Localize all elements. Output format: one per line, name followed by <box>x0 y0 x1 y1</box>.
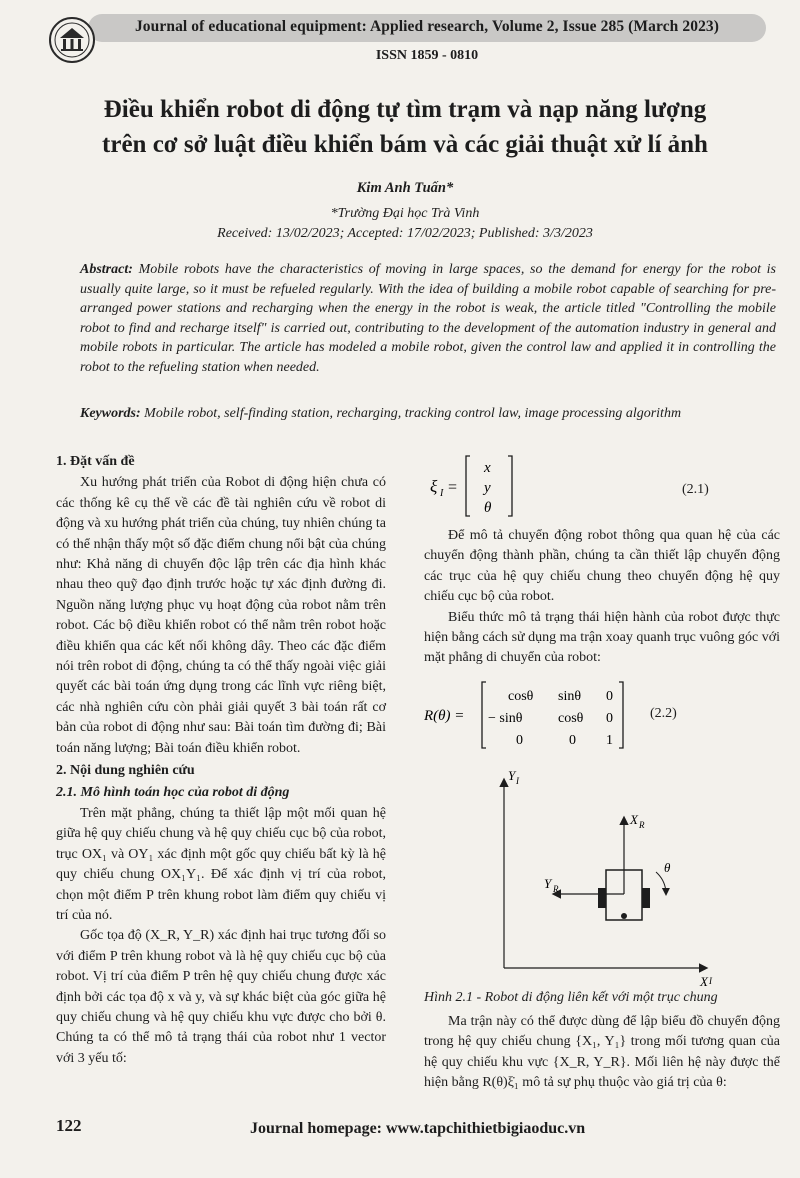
label-y-global-sub: I <box>516 776 519 786</box>
article-title-line1: Điều khiển robot di động tự tìm trạm và nạp năng lượng <box>103 96 707 123</box>
eq2-number: (2.2) <box>650 706 677 721</box>
eq1-vec-1: y <box>484 480 491 496</box>
keywords <box>80 404 776 424</box>
abstract <box>80 260 776 378</box>
eq2-m02: 0 <box>606 689 613 704</box>
journal-homepage: Journal homepage: www.tapchithietbigiaoduc.vn <box>250 1120 586 1137</box>
eq2-m11: cosθ <box>558 711 584 726</box>
equation-2-2 <box>424 676 654 754</box>
eq2-m01: sinθ <box>558 689 582 704</box>
page-number: 122 <box>56 1116 82 1135</box>
svg-text:=: = <box>448 479 458 496</box>
label-x-robot: X <box>630 812 638 827</box>
paragraph-model-2: Gốc tọa độ (X_R, Y_R) xác định hai trục tương đối so với điểm P trên khung robot và là hệ quy chiếu cục bộ của robot. Vị trí của điểm P trên hệ quy chiếu chung được xác định bởi các tọa độ x và y, và sự khác biệt của góc giữa hệ quy chiếu chung và hệ quy chiếu khu vực được cho bởi θ. Chúng ta có thể mô tả trạng thái của robot như 1 vector với 3 yếu tố: <box>56 928 386 1066</box>
eq2-m12: 0 <box>606 711 613 726</box>
eq1-lhs: ξ <box>430 477 438 496</box>
paragraph-right-3: Ma trận này có thể được dùng để lập biểu đồ chuyển động trong hệ quy chiếu chung {X₁, Y₁} trong mối tương quan của hệ quy chiếu khu vực {X_R, Y_R}. Mối liên hệ này được thể hiện bằng R(θ)ξ̇₁ mô tả sự phụ thuộc vào giá trị của θ: <box>424 1014 780 1091</box>
section-heading-intro: 1. Đặt vấn đề <box>56 454 135 469</box>
eq2-m00: cosθ <box>508 689 534 704</box>
paragraph-intro: Xu hướng phát triển của Robot di động hiện chưa có các thống kê cụ thể về các đề tài nghiên cứu về robot di động và xu hướng phát triển của chúng, tuy nhiên chúng ta có thể nhận thấy một số đặc điểm chung nổi bật của chúng như: Khả năng di chuyển độc lập trên các địa hình khác nhau theo quỹ đạo định trước hoặc tự xác định đường đi. Nguồn năng lượng phục vụ hoạt động của robot nằm trên robot. Các bộ điều khiển robot có thể nằm trên robot hoặc điều khiển qua các kết nối không dây. Theo các đặc điểm nói trên robot di động, chúng ta có thể thấy ngoài việc giải quyết các bài toán ứng dụng trong các lĩnh vực riêng biệt, các nhà nghiên cứu còn phải giải quyết 3 bài toán rất cơ bản của robot di động như sau: Bài toán tìm đường đi; Bài toán năng lượng; Bài toán điều khiển robot. <box>56 475 386 756</box>
label-x-robot-sub: R <box>639 820 645 830</box>
eq1-number: (2.1) <box>682 482 709 497</box>
label-y-global: Y <box>508 768 516 783</box>
journal-title: Journal of educational equipment: Applied research, Volume 2, Issue 285 (March 2023) <box>134 18 720 35</box>
paragraph-right-2: Biểu thức mô tả trạng thái hiện hành của robot được thực hiện bằng cách sử dụng ma trận xoay quanh trục vuông góc với mặt phẳng di chuyển của robot: <box>424 609 780 666</box>
abstract-text: Mobile robots have the characteristics of moving in large spaces, so the demand for energy for the robot is usually quite large, so it must be refueled regularly. With the idea of building a mobile robot capable of searching for pre-arranged power stations and recharging when the energy in the robot is weak, the article titled "Controlling the mobile robot to find and recharge itself" is carried out, contributing to the development of the automation industry in general and mobile robots in particular. The article has modeled a mobile robot, given the control law and applied it in controlling the robot to the refueling station when needed. <box>80 262 776 375</box>
article-title <box>40 92 770 162</box>
robot-wheel-left <box>598 888 606 908</box>
eq2-m21: 0 <box>569 733 576 748</box>
eq2-lhs: R(θ) = <box>424 708 465 724</box>
robot-wheel-right <box>642 888 650 908</box>
section-heading-content: 2. Nội dung nghiên cứu <box>56 763 195 779</box>
figure-caption: Hình 2.1 - Robot di động liên kết với một trục chung <box>424 990 718 1005</box>
angle-arc <box>656 872 666 894</box>
right-column-text-1 <box>424 526 780 669</box>
eq2-m20: 0 <box>516 733 523 748</box>
affiliation: *Trường Đại học Trà Vinh <box>330 206 480 221</box>
eq2-m22: 1 <box>606 733 613 748</box>
eq1-lhs-sub: I <box>440 488 444 499</box>
abstract-label: Abstract: <box>80 262 133 277</box>
subsection-heading-model: 2.1. Mô hình toán học của robot di động <box>56 784 290 800</box>
label-y-robot: Y <box>544 876 552 891</box>
label-x-global-sub: I <box>709 976 712 986</box>
robot-caster <box>621 913 627 919</box>
label-x-global: X <box>700 974 708 986</box>
paragraph-model-1: Trên mặt phẳng, chúng ta thiết lập một mối quan hệ giữa hệ quy chiếu chung và hệ quy chiếu cục bộ của robot, trục OX₁ và OY₁ xác định một gốc quy chiếu bất kỳ là hệ quy chiếu chung OX₁Y₁. Để xác định vị trí của robot, chọn một điểm P trên khung robot làm điểm quy chiếu vị trí của nó. <box>56 805 386 923</box>
article-title-line2: trên cơ sở luật điều khiển bám và các giải thuật xử lí ảnh <box>102 131 708 158</box>
author: Kim Anh Tuấn* <box>356 180 454 196</box>
figure-2-1-robot-diagram <box>474 760 730 986</box>
eq1-vec-0: x <box>484 460 491 476</box>
left-column <box>56 450 386 1069</box>
issn: ISSN 1859 - 0810 <box>375 48 479 63</box>
eq2-m10: − sinθ <box>488 711 523 726</box>
equation-2-1 <box>424 450 564 522</box>
paragraph-right-1: Để mô tả chuyển động robot thông qua quan hệ của các chuyển động thành phần, chúng ta cần thiết lập chuyển động các trục của hệ quy chiếu chung theo chuyển động hệ quy chiếu cục bộ của robot. <box>424 528 780 605</box>
keywords-label: Keywords: <box>80 406 141 421</box>
eq1-vec-2: θ <box>484 500 492 516</box>
label-y-robot-sub: R <box>553 884 559 894</box>
publication-dates: Received: 13/02/2023; Accepted: 17/02/2023; Published: 3/3/2023 <box>217 226 593 241</box>
keywords-text: Mobile robot, self-finding station, recharging, tracking control law, image processing algorithm <box>144 406 682 421</box>
label-theta: θ <box>664 860 671 875</box>
right-column-text-2 <box>424 1012 780 1094</box>
